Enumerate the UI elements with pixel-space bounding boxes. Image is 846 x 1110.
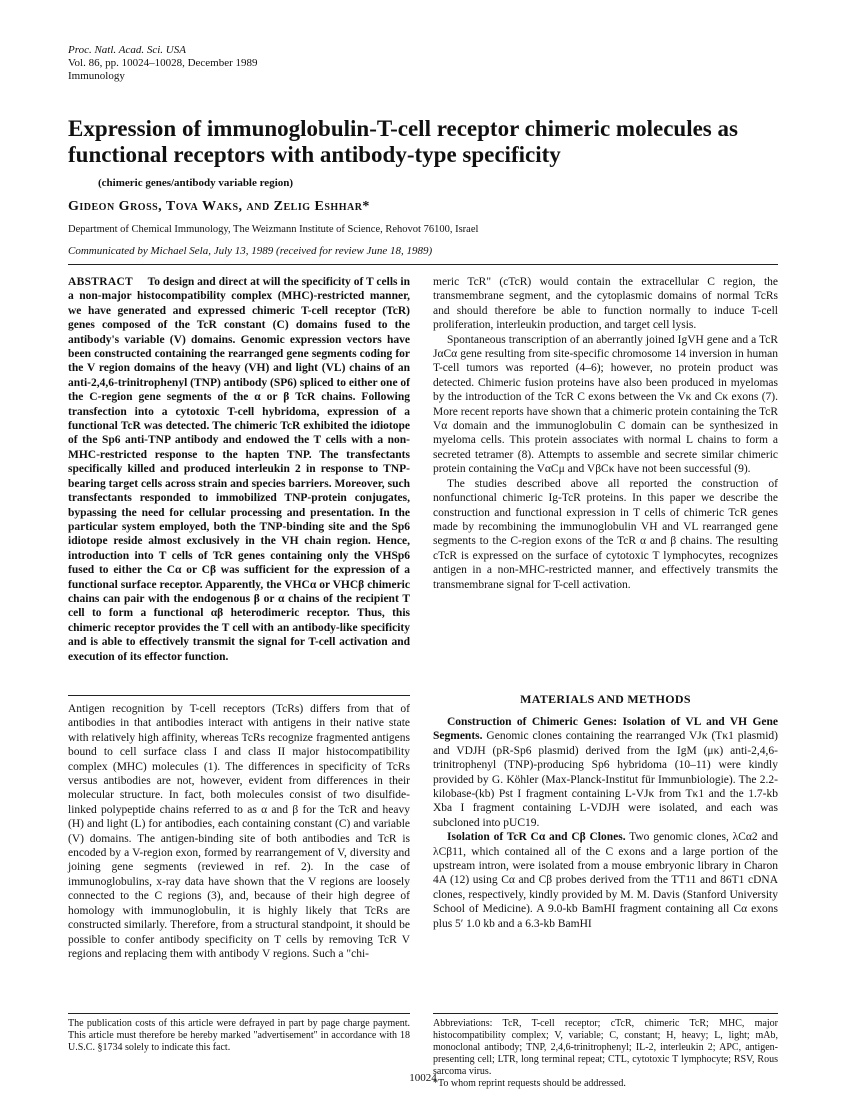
communicated-by: Communicated by Michael Sela, July 13, 1989 (received for review June 18, 1989) [68,245,433,257]
keywords: (chimeric genes/antibody variable region) [98,177,294,189]
abstract-rule [68,695,410,696]
methods-p2-text: Two genomic clones, λCα2 and λCβ11, which contained all of the C exons and a large portion of the upstream intron, were isolated from a mouse embryonic library in Charon 4A (12) using Cα and Cβ probes derived from the TT11 and 86T1 cDNA clones, respectively, kindly provided by M. M. Davis (Stanford University School of Medicine). A 9.0-kb BamHI fragment containing all Cα exons plus 5′ 1.0 kb and a 6.3-kb BamHI [433,831,778,930]
methods-p1-head: Construction of Chimeric Genes: Isolation of VL and VH Gene Segments. [433,716,778,743]
publication-cost-footnote: The publication costs of this article were defrayed in part by page charge payment. This article must therefore be hereby marked "advertisement" in accordance with 18 U.S.C. §1734 solely to indicate this fact. [68,1018,410,1053]
affiliation: Department of Chemical Immunology, The Weizmann Institute of Science, Rehovot 76100, Israel [68,224,479,235]
intro-continued-p3: The studies described above all reported the construction of nonfunctional chimeric Ig-TcR proteins. In this paper we describe the construction and functional expression in T cells of chimeric TcR genes made by recombining the immunoglobulin VH and VL rearranged gene segments to the C-region exons of the TcR α and β chains. The resulting cTcR is expressed on the surface of cytotoxic T lymphocytes, recognizes antigen in a non-MHC-restricted manner, and effectively transmits the transmembrane signal for T-cell activation. [433,477,778,591]
intro-continued-p2: Spontaneous transcription of an aberrantly joined IgVH gene and a TcR JαCα gene resulting from site-specific chromosome 14 inversion in human T-cell tumors was reported (4–6); however, no protein product was detected. Chimeric fusion proteins have also been produced in myelomas by the introduction of the TcR C exons between the Vκ and Cκ exons (7). More recent reports have shown that a chimeric protein containing the TcR Vα domain and the immunoglobulin C domain can be synthesized in myeloma cells. This protein associates with normal L chains to form a secreted tetramer (8). Attempts to assemble and secrete similar chimeric protein containing the VαCμ and VβCκ have not been successful (9). [433,333,778,476]
methods-heading: MATERIALS AND METHODS [520,692,691,706]
page-number: 10024 [409,1072,437,1084]
abstract-label: ABSTRACT [68,276,134,288]
journal-header [68,44,258,83]
intro-paragraph: Antigen recognition by T-cell receptors (TcRs) differs from that of antibodies in that antibodies interact with antigens in their native state with relatively high affinity, whereas TcRs recognize fragmented antigens bound to cell surface class I and class II major histocompatibility complex (MHC) molecules (1). The differences in specificity of TcRs versus antibodies are not, however, evident from differences in their molecular structure. In fact, both molecules consist of two disulfide-linked polypeptide chains referred to as α and β for the TcR and heavy (H) and light (L) for antibodies, each containing constant (C) and variable (V) domains. The antigen-binding site of both antibodies and TcR is encoded by a V-region exon, formed by rearrangement of V, diversity and joining gene segments (reviewed in ref. 2). In the case of immunoglobulins, x-ray data have shown that the V regions are loosely connected to the C regions (3), and, because of their high degree of homology with immunoglobulin, it is highly likely that TcRs are constructed similarly. Therefore, from a structural standpoint, it should be possible to confer antibody specificity on T cells by removing TcR V regions and replacing them with antibody V regions. Such a "chi- [68,703,410,960]
intro-continued-p1: meric TcR" (cTcR) would contain the extracellular C region, the transmembrane segment, and the cytoplasmic domains of normal TcRs and should therefore be able to function normally to induce T-cell proliferation, interleukin production, and target cell lysis. [433,276,778,332]
methods-p1-text: Genomic clones containing the rearranged VJκ (Tκ1 plasmid) and VDJH (pR-Sp6 plasmid) derived from the IgM (μκ) anti-2,4,6-trinitrophenyl (TNP)-producing Sp6 hybridoma (10–11) were kindly provided by G. Köhler (Max-Planck-Institut für Immunbiologie). The 2.2-kilobase-(kb) Pst I fragment containing L-VJκ from Tκ1 and the 1.7-kb Xba I fragment containing L-VDJH were isolated, and each was subcloned into pUC19. [433,730,779,829]
journal-volume: Vol. 86, pp. 10024–10028, December 1989 [68,57,258,69]
footnote-rule-left [68,1013,410,1014]
introduction [68,702,410,961]
reprint-note: *To whom reprint requests should be addressed. [433,1078,626,1089]
journal-name: Proc. Natl. Acad. Sci. USA [68,44,186,56]
methods-section [433,715,778,931]
abstract-text: To design and direct at will the specificity of T cells in a non-major histocompatibility complex (MHC)-restricted manner, we have generated and expressed chimeric T-cell receptor (TcR) genes composed of the TcR constant (C) domains fused to the antibody's variable (V) domains. Genomic expression vectors have been constructed containing the rearranged gene segments coding for the V region domains of the heavy (VH) and light (VL) chains of an anti-2,4,6-trinitrophenyl (TNP) antibody (SP6) spliced to either one of the C-region gene segments of the α or β TcR chains. Following transfection into a cytotoxic T-cell hybridoma, expression of a functional TcR was detected. The chimeric TcR exhibited the idiotope of the Sp6 anti-TNP antibody and endowed the T cells with a non-MHC-restricted response to the hapten TNP. The transfectants specifically killed and produced interleukin 2 in response to TNP-bearing target cells across strain and species barriers. Moreover, such transfectants responded to immobilized TNP-protein conjugates, bypassing the need for cellular processing and presentation. In the particular system employed, both the TNP-binding site and the Sp6 idiotope reside almost exclusively in the VH chain region. Hence, introduction into T cells of TcR genes containing only the VHSp6 fused to either the Cα or Cβ was sufficient for the expression of a functional surface receptor. Apparently, the VHCα or VHCβ chimeric chains can pair with the endogenous β or α chains of the recipient T cell to form a functional αβ heterodimeric receptor. Thus, this chimeric receptor provides the T cell with an antibody-like specificity and is able to effectively transmit the signal for T-cell activation and execution of its effector function. [68,276,411,663]
abstract [68,275,410,664]
abbreviations: Abbreviations: TcR, T-cell receptor; cTcR, chimeric TcR; MHC, major histocompatibility complex; V, variable; C, constant; H, heavy; L, light; mAb, monoclonal antibody; TNP, 2,4,6-trinitrophenyl; IL-2, interleukin 2; APC, antigen-presenting cell; LTR, long terminal repeat; CTL, cytotoxic T lymphocyte; RSV, Rous sarcoma virus. [433,1018,778,1077]
authors: Gideon Gross, Tova Waks, and Zelig Eshhar* [68,199,370,214]
journal-section: Immunology [68,70,125,82]
footnote-rule-right [433,1013,778,1014]
intro-continued [433,275,778,592]
header-rule [68,264,778,265]
methods-p2-head: Isolation of TcR Cα and Cβ Clones. [447,831,626,844]
article-title: Expression of immunoglobulin-T-cell receptor chimeric molecules as functional receptors with antibody-type specificity [68,116,738,167]
